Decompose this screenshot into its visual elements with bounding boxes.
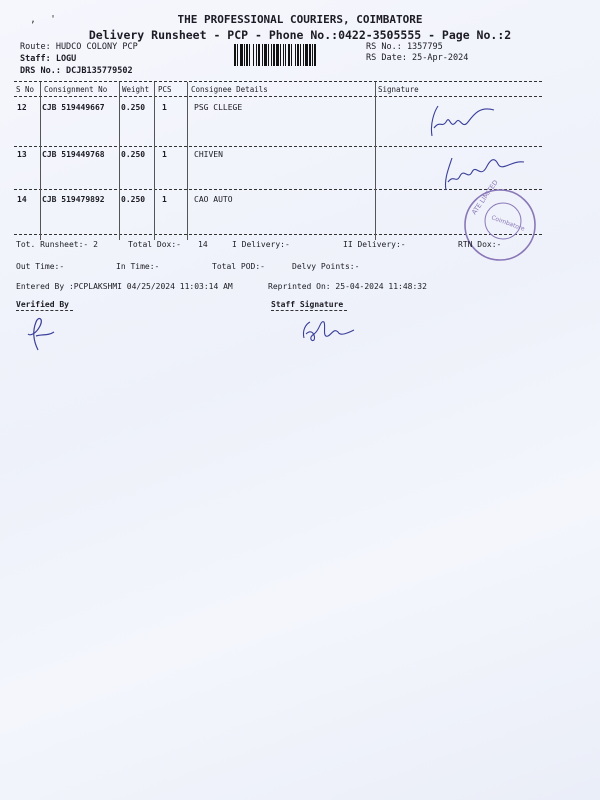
- table-top-rule: [14, 81, 542, 82]
- total-pod: Total POD:-: [212, 262, 265, 271]
- table-cell-weight: 0.250: [121, 195, 146, 204]
- delvy-points: Delvy Points:-: [292, 262, 360, 271]
- col-header-weight: Weight: [122, 85, 150, 94]
- rs-number: RS No.: 1357795: [366, 42, 443, 52]
- column-divider: [40, 82, 41, 240]
- column-divider: [119, 82, 120, 240]
- barcode: [234, 44, 360, 66]
- reprinted-on: Reprinted On: 25-04-2024 11:48:32: [268, 282, 427, 291]
- total-dox-label: Total Dox:-: [128, 240, 181, 249]
- table-cell-consignee: CHIVEN: [194, 150, 223, 159]
- ii-delivery: II Delivery:-: [343, 240, 406, 249]
- drs-number: DRS No.: DCJB135779502: [20, 66, 133, 76]
- company-title: THE PROFESSIONAL COURIERS, COIMBATORE: [177, 13, 423, 26]
- column-divider: [375, 82, 376, 240]
- total-dox-value: 14: [198, 240, 208, 249]
- verified-by-label: Verified By: [16, 300, 69, 309]
- table-cell-pcs: 1: [162, 103, 167, 112]
- col-header-consignee: Consignee Details: [191, 85, 268, 94]
- table-cell-consignment: CJB 519479892: [42, 195, 105, 204]
- table-cell-weight: 0.250: [121, 103, 146, 112]
- col-header-consignment: Consignment No: [44, 85, 108, 94]
- table-cell-consignee: PSG CLLEGE: [194, 103, 243, 112]
- corner-marks: ‚ ': [30, 14, 61, 25]
- column-divider: [154, 82, 155, 240]
- route-label: Route: HUDCO COLONY PCP: [20, 42, 138, 52]
- staff-signature-underline: [271, 310, 347, 311]
- stamp-city: Coimbatore: [490, 214, 526, 233]
- staff-signature-label: Staff Signature: [271, 300, 344, 309]
- verifier-signature: [26, 312, 56, 352]
- rtn-dox: RTN Dox:-: [458, 240, 502, 249]
- table-cell-pcs: 1: [162, 150, 167, 159]
- staff-signature: [298, 316, 358, 346]
- table-cell-weight: 0.250: [121, 150, 146, 159]
- col-header-signature: Signature: [378, 85, 419, 94]
- table-header-rule: [14, 96, 542, 97]
- stamp-text: ATE LIMITED: [470, 178, 500, 217]
- staff-label: Staff: LOGU: [20, 54, 77, 64]
- barcode-bar: [316, 44, 318, 66]
- table-cell-consignee: CAO AUTO: [194, 195, 233, 204]
- table-cell-sno: 13: [17, 150, 27, 159]
- row-divider: [14, 146, 542, 147]
- col-header-pcs: PCS: [158, 85, 172, 94]
- entered-by: Entered By :PCPLAKSHMI 04/25/2024 11:03:14 AM: [16, 282, 233, 291]
- table-cell-sno: 12: [17, 103, 27, 112]
- recipient-signature-row-12: [420, 100, 510, 145]
- table-cell-consignment: CJB 519449768: [42, 150, 105, 159]
- in-time: In Time:-: [116, 262, 160, 271]
- i-delivery: I Delivery:-: [232, 240, 290, 249]
- verified-underline: [16, 310, 73, 311]
- table-cell-consignment: CJB 519449667: [42, 103, 105, 112]
- tot-runsheet: Tot. Runsheet:- 2: [16, 240, 98, 249]
- table-cell-pcs: 1: [162, 195, 167, 204]
- column-divider: [187, 82, 188, 240]
- out-time: Out Time:-: [16, 262, 65, 271]
- runsheet-subtitle: Delivery Runsheet - PCP - Phone No.:0422-3505555 - Page No.:2: [88, 28, 512, 42]
- col-header-sno: S No: [16, 85, 35, 94]
- company-stamp: [455, 178, 545, 265]
- rs-date: RS Date: 25-Apr-2024: [366, 53, 469, 63]
- table-cell-sno: 14: [17, 195, 27, 204]
